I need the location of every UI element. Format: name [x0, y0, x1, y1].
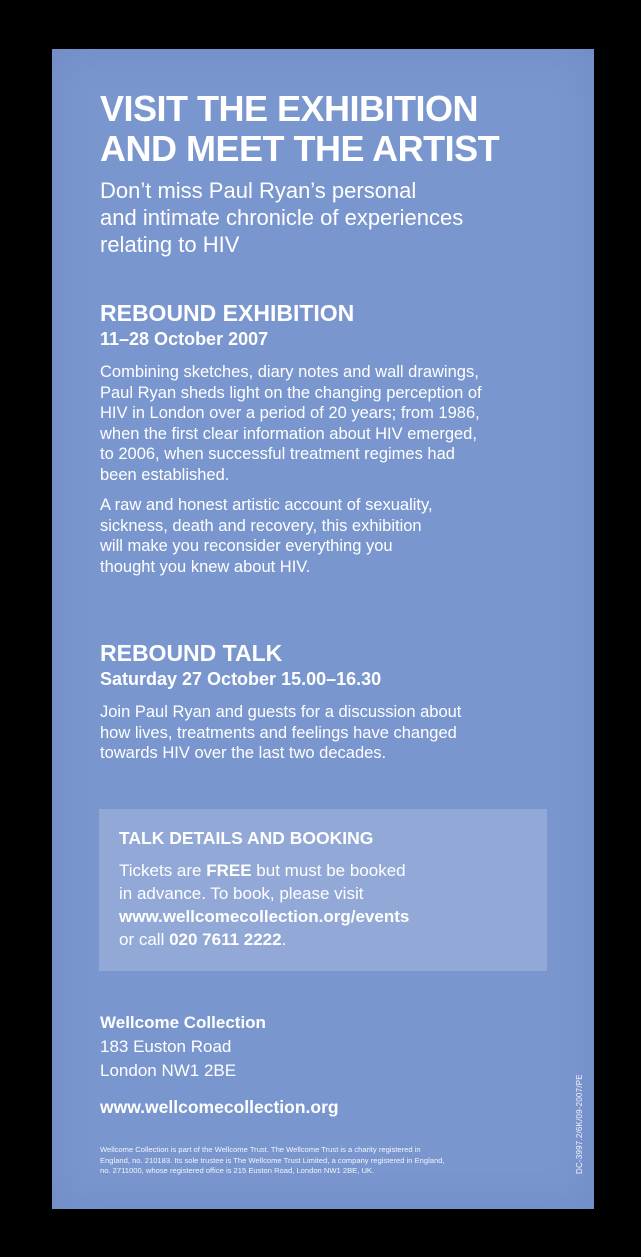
booking-heading: TALK DETAILS AND BOOKING	[119, 828, 374, 848]
legal-footnote: Wellcome Collection is part of the Wellcome Trust. The Wellcome Trust is a charity registered in England, no. 210183. Its sole trustee is The Wellcome Trust Limited, a company registered in England, no. 2711000, whose registered office is 215 Euston Road, London NW1 2BE, UK.	[100, 1145, 445, 1175]
organisation-name: Wellcome Collection	[100, 1013, 266, 1032]
booking-website-link[interactable]: www.wellcomecollection.org/events	[119, 907, 410, 926]
address-street: 183 Euston Road	[100, 1037, 232, 1056]
exhibition-dates: 11–28 October 2007	[100, 329, 269, 349]
flyer-card	[52, 49, 594, 1209]
booking-text	[119, 859, 539, 951]
talk-heading: REBOUND TALK	[100, 640, 283, 666]
booking-content	[119, 827, 539, 951]
booking-box	[99, 809, 547, 971]
address-city: London NW1 2BE	[100, 1061, 237, 1080]
tagline: Don’t miss Paul Ryan’s personal and intimate chronicle of experiences relating to HIV	[100, 178, 464, 257]
booking-line2: in advance. To book, please visit	[119, 884, 364, 903]
booking-phone-prefix: or call	[119, 930, 170, 949]
address-block	[100, 1011, 500, 1119]
booking-line1-prefix: Tickets are	[119, 861, 207, 880]
organisation-website-link[interactable]: www.wellcomecollection.org	[100, 1097, 339, 1117]
main-title: VISIT THE EXHIBITION AND MEET THE ARTIST	[100, 88, 500, 169]
free-label: FREE	[206, 861, 252, 880]
header	[100, 89, 560, 258]
talk-section	[100, 640, 570, 764]
print-code: DC-3997.2/6K/09-2007/PE	[575, 1074, 584, 1174]
exhibition-heading: REBOUND EXHIBITION	[100, 300, 355, 326]
talk-paragraph: Join Paul Ryan and guests for a discussion about how lives, treatments and feelings have changed towards HIV over the last two decades.	[100, 703, 462, 762]
talk-datetime: Saturday 27 October 15.00–16.30	[100, 669, 382, 689]
exhibition-paragraph-1: Combining sketches, diary notes and wall drawings, Paul Ryan sheds light on the changing perception of HIV in London over a period of 20 years; from 1986, when the first clear information about HIV emerged, to 2006, when successful treatment regimes had been established.	[100, 363, 482, 484]
booking-phone-number[interactable]: 020 7611 2222	[169, 930, 282, 949]
booking-phone-suffix: .	[281, 930, 287, 949]
exhibition-section	[100, 300, 570, 577]
exhibition-paragraph-2: A raw and honest artistic account of sexuality, sickness, death and recovery, this exhibition will make you reconsider everything you thought you knew about HIV.	[100, 496, 433, 576]
booking-line1-suffix: but must be booked	[251, 861, 406, 880]
